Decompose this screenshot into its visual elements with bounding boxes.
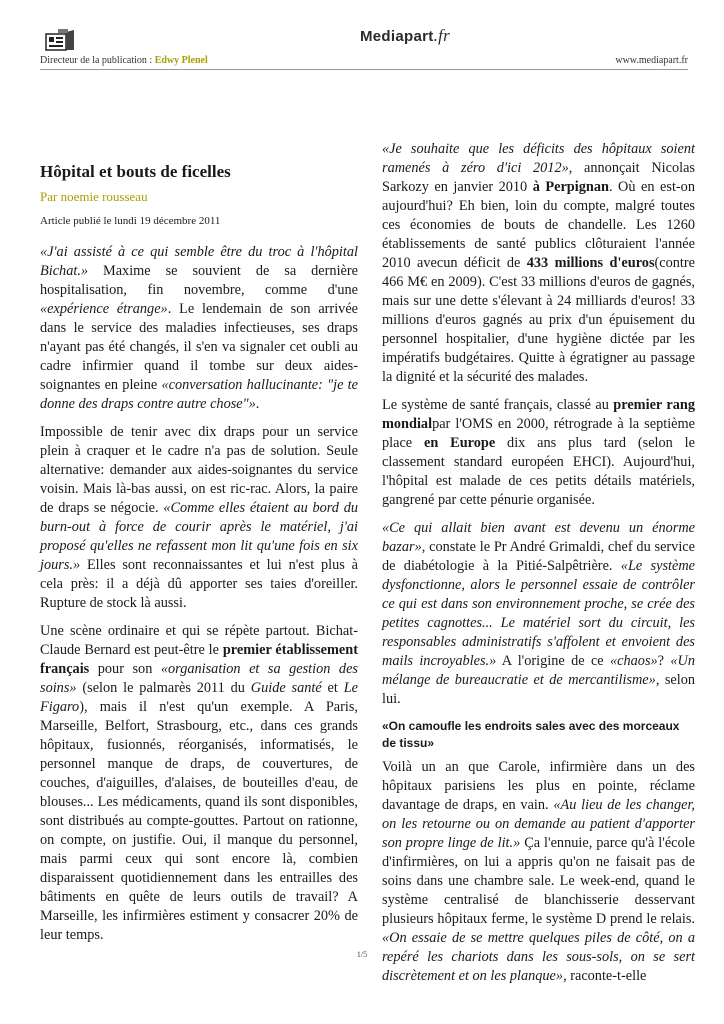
- text-run: A l'origine de ce: [496, 653, 610, 669]
- text-run: Le système de santé français, classé au: [382, 397, 614, 413]
- quote-text: «Ce qui allait bien avant est devenu un énorme bazar»: [382, 520, 695, 555]
- text-run: Une scène ordinaire et qui se répète partout. Bichat-Claude Bernard est peut-être le: [40, 623, 358, 658]
- quote-text: Le Figaro: [40, 680, 358, 715]
- bold-text: à Perpignan: [532, 179, 609, 195]
- bold-text: 433 millions d'euros: [526, 255, 655, 271]
- text-run: Elles sont reconnaissantes et lui n'est plus à cela près: il a déjà dû apporter ses taies d'oreiller. Rupture de stock là aussi.: [40, 557, 358, 611]
- bold-text: premier établissement français: [40, 642, 358, 677]
- text-run: Voilà un an que Carole, infirmière dans un des hôpitaux parisiens les plus en pointe, réclame davantage de draps, en vain.: [382, 759, 695, 813]
- page-number: 1/5: [356, 950, 368, 959]
- text-run: , raconte-t-elle: [563, 968, 647, 984]
- paragraph: [40, 423, 358, 613]
- director-line: Directeur de la publication : Edwy Plenel: [40, 55, 208, 66]
- paragraph: [382, 396, 695, 510]
- text-run: (contre 466 M€ en 2009). C'est 33 millions d'euros de gagnés, mais sur une dette s'élevant à 24 milliards d'euros! 33 millions d'euros gagnés au prix d'un épuisement du personnel hospitalier, d'une hygiène dictée par les impératifs budgétaires. Quitte à égratigner au passage la dignité et la sécurité des malades.: [382, 255, 695, 385]
- quote-text: «chaos»: [610, 653, 658, 669]
- paragraph: [382, 519, 695, 709]
- text-run: . Où en est-on aujourd'hui? Eh bien, loin du compte, malgré toutes ces économies de bouts de chandelle. Les 1260 établissements de santé publics clôturaient l'année 2010 avecun déficit de: [382, 179, 695, 271]
- text-run: et: [321, 680, 344, 696]
- article-left-column: [40, 140, 358, 954]
- text-run: ?: [657, 653, 671, 669]
- quote-text: «J'ai assisté à ce qui semble être du troc à l'hôpital Bichat.»: [40, 244, 358, 279]
- bold-text: en Europe: [424, 435, 496, 451]
- text-run: Ça l'ennuie, parce qu'à l'école d'infirmières, on lui a appris qu'on ne faisait pas de soins dans une chambre sale. Le week-end, quand le système centralisé de blanchisserie desservant plusieurs hôpitaux ferme, le système D prend le relais.: [382, 835, 695, 927]
- text-run: ), mais il n'est qu'un exemple. A Paris, Marseille, Belfort, Strasbourg, etc., dans ces grands hôpitaux, fusionnés, réorganisés, informatisés, le personnel manque de draps, de couvertures, de couches, d'aiguilles, d'alaises, de bouteilles d'eau, de blouses... Les médicaments, quand ils sont disponibles, sont distribués au compte-gouttes. Partout on rationne, on compte, on justifie. Oui, il manque du personnel, mais parmi ceux qui sont encore là, combien disparaissent quotidiennement dans les entrailles des bâtiments en quête de leurs outils de travail? A Marseille, les infirmières estiment y consacrer 20% de leur temps.: [40, 699, 358, 943]
- mediapart-logo-icon: [44, 28, 76, 54]
- text-run: , annonçait Nicolas Sarkozy en janvier 2010: [382, 160, 695, 195]
- text-run: pour son: [89, 661, 161, 677]
- section-subheading: «On camoufle les endroits sales avec des morceaux de tissu»: [382, 719, 680, 750]
- mediapart-brand: Mediapart.fr: [360, 26, 451, 45]
- article-pubdate: Article publié le lundi 19 décembre 2011: [40, 215, 221, 227]
- text-run: dix ans plus tard (selon le classement standard européen EHCI). Aujourd'hui, l'hôpital est malade de ces petits détails matériels, gangrené par cette pénurie organisée.: [382, 435, 695, 508]
- quote-text: Guide santé: [250, 680, 322, 696]
- text-run: par l'OMS en 2000, rétrograde à la septième place: [382, 416, 695, 451]
- text-run: Impossible de tenir avec dix draps pour un service plein à craquer et le cadre n'a pas de solution. Seule alternative: demander aux aides-soignantes du service voisin. Mais là-bas aussi, on est ric-rac. Alors, la paire de draps se négocie.: [40, 424, 358, 516]
- website-link[interactable]: www.mediapart.fr: [615, 55, 688, 66]
- quote-text: «Un mélange de bureaucratie et de mercantilisme»: [382, 653, 695, 688]
- quote-text: «organisation et sa gestion des soins»: [40, 661, 358, 696]
- text-run: , constate le Pr André Grimaldi, chef du service de diabétologie à la Pitié-Salpêtrière.: [382, 539, 695, 574]
- header-divider: [40, 69, 688, 70]
- quote-text: «Je souhaite que les déficits des hôpitaux soient ramenés à zéro d'ici 2012»: [382, 141, 695, 176]
- paragraph: [40, 243, 358, 414]
- quote-text: «conversation hallucinante: "je te donne des draps contre autre chose"»: [40, 377, 358, 412]
- text-run: , selon lui.: [382, 672, 695, 707]
- article-right-column: [382, 140, 695, 995]
- quote-text: «expérience étrange»: [40, 301, 168, 317]
- article-title: Hôpital et bouts de ficelles: [40, 162, 231, 181]
- quote-text: «Comme elles étaient au bord du burn-out à force de courir après le matériel, j'ai proposé qu'elles ne refassent mon lit qu'une fois en six jours.»: [40, 500, 358, 573]
- text-run: .: [255, 396, 260, 412]
- director-name: Edwy Plenel: [154, 55, 208, 66]
- quote-text: «On essaie de se mettre quelques piles de côté, on a repéré les chariots dans les sous-sols, on se sert discrètement et on les planque»: [382, 930, 695, 984]
- quote-text: «Le système dysfonctionne, alors le personnel essaie de contrôler ce qui est dans son environnement proche, se crée des petites cagnottes... Le matériel sort du circuit, les responsables administratifs s'affolent et envoient des mails incroyables.»: [382, 558, 696, 669]
- article-byline[interactable]: Par noemie rousseau: [40, 189, 148, 204]
- bold-text: premier rang mondial: [382, 397, 695, 432]
- text-run: (selon le palmarès 2011 du: [76, 680, 251, 696]
- text-run: Maxime se souvient de sa dernière hospitalisation, fin novembre, comme d'une: [40, 263, 358, 298]
- paragraph: [40, 622, 358, 945]
- text-run: . Le lendemain de son arrivée dans le service des maladies infectieuses, ses draps n'ayant pas été changés, il s'en va signaler cet oubli au cadre infirmier quand il tombe sur deux aides-soignantes en pleine: [40, 301, 359, 393]
- paragraph: [382, 140, 695, 387]
- quote-text: «Au lieu de les changer, on les retourne ou on demande au patient d'apporter son propre linge de lit.»: [382, 797, 695, 851]
